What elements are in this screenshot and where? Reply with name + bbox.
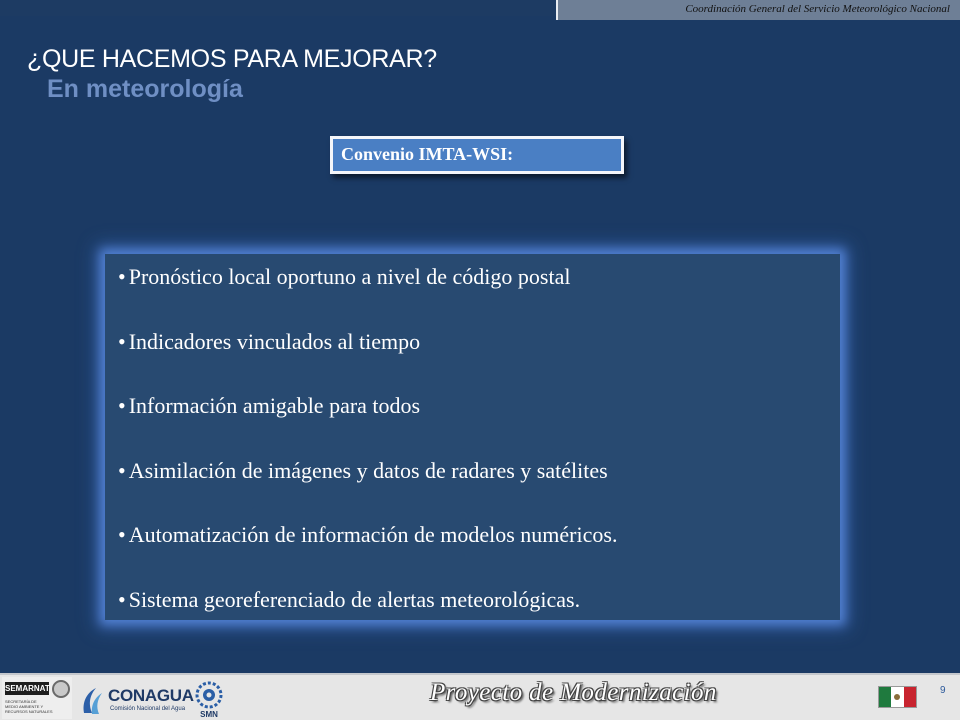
bullet-text: Sistema georeferenciado de alertas meteorológicas.	[128, 586, 581, 612]
smn-emblem-icon	[192, 680, 226, 720]
top-band	[0, 0, 556, 16]
bullet-dot: •	[118, 586, 126, 612]
bullet-text: Información amigable para todos	[128, 393, 421, 419]
bullet-item	[118, 520, 840, 585]
bullet-list	[105, 254, 840, 650]
bullet-text: Asimilación de imágenes y datos de radares y satélites	[128, 457, 608, 483]
conagua-wordmark: CONAGUA	[108, 686, 194, 705]
semarnat-caption: SECRETARÍA DE MEDIO AMBIENTE Y RECURSOS NATURALES	[5, 699, 53, 714]
conagua-caption: Comisión Nacional del Agua	[110, 706, 186, 712]
bullet-item	[118, 327, 840, 392]
bullet-dot: •	[118, 393, 126, 419]
footer	[0, 673, 960, 720]
bullet-text: Pronóstico local oportuno a nivel de código postal	[128, 264, 571, 289]
content-panel	[105, 254, 840, 620]
bullet-dot: •	[118, 522, 126, 548]
bullet-text: Indicadores vinculados al tiempo	[128, 328, 421, 354]
water-wave-icon	[80, 685, 106, 717]
bullet-text: Automatización de información de modelos numéricos.	[128, 522, 618, 548]
national-seal-icon	[52, 680, 70, 698]
organization-band	[556, 0, 960, 20]
agreement-box	[330, 136, 624, 174]
bullet-item	[118, 262, 840, 327]
agreement-label: Convenio IMTA-WSI:	[341, 144, 514, 164]
organization-name: Coordinación General del Servicio Meteorológico Nacional	[685, 3, 950, 15]
slide-subtitle: En meteorología	[47, 75, 243, 103]
page-number: 9	[940, 685, 946, 696]
bullet-dot: •	[118, 264, 126, 289]
bullet-dot: •	[118, 328, 126, 354]
smn-wordmark: SMN	[200, 710, 218, 719]
semarnat-wordmark: SEMARNAT	[5, 684, 50, 693]
bullet-item	[118, 391, 840, 456]
mexico-flag-icon	[878, 686, 917, 708]
slide-title: ¿QUE HACEMOS PARA MEJORAR?	[27, 45, 437, 73]
bullet-item	[118, 456, 840, 521]
bullet-item	[118, 585, 840, 650]
project-name: Proyecto de Modernización	[430, 679, 717, 706]
semarnat-logo	[2, 677, 72, 719]
bullet-dot: •	[118, 457, 126, 483]
